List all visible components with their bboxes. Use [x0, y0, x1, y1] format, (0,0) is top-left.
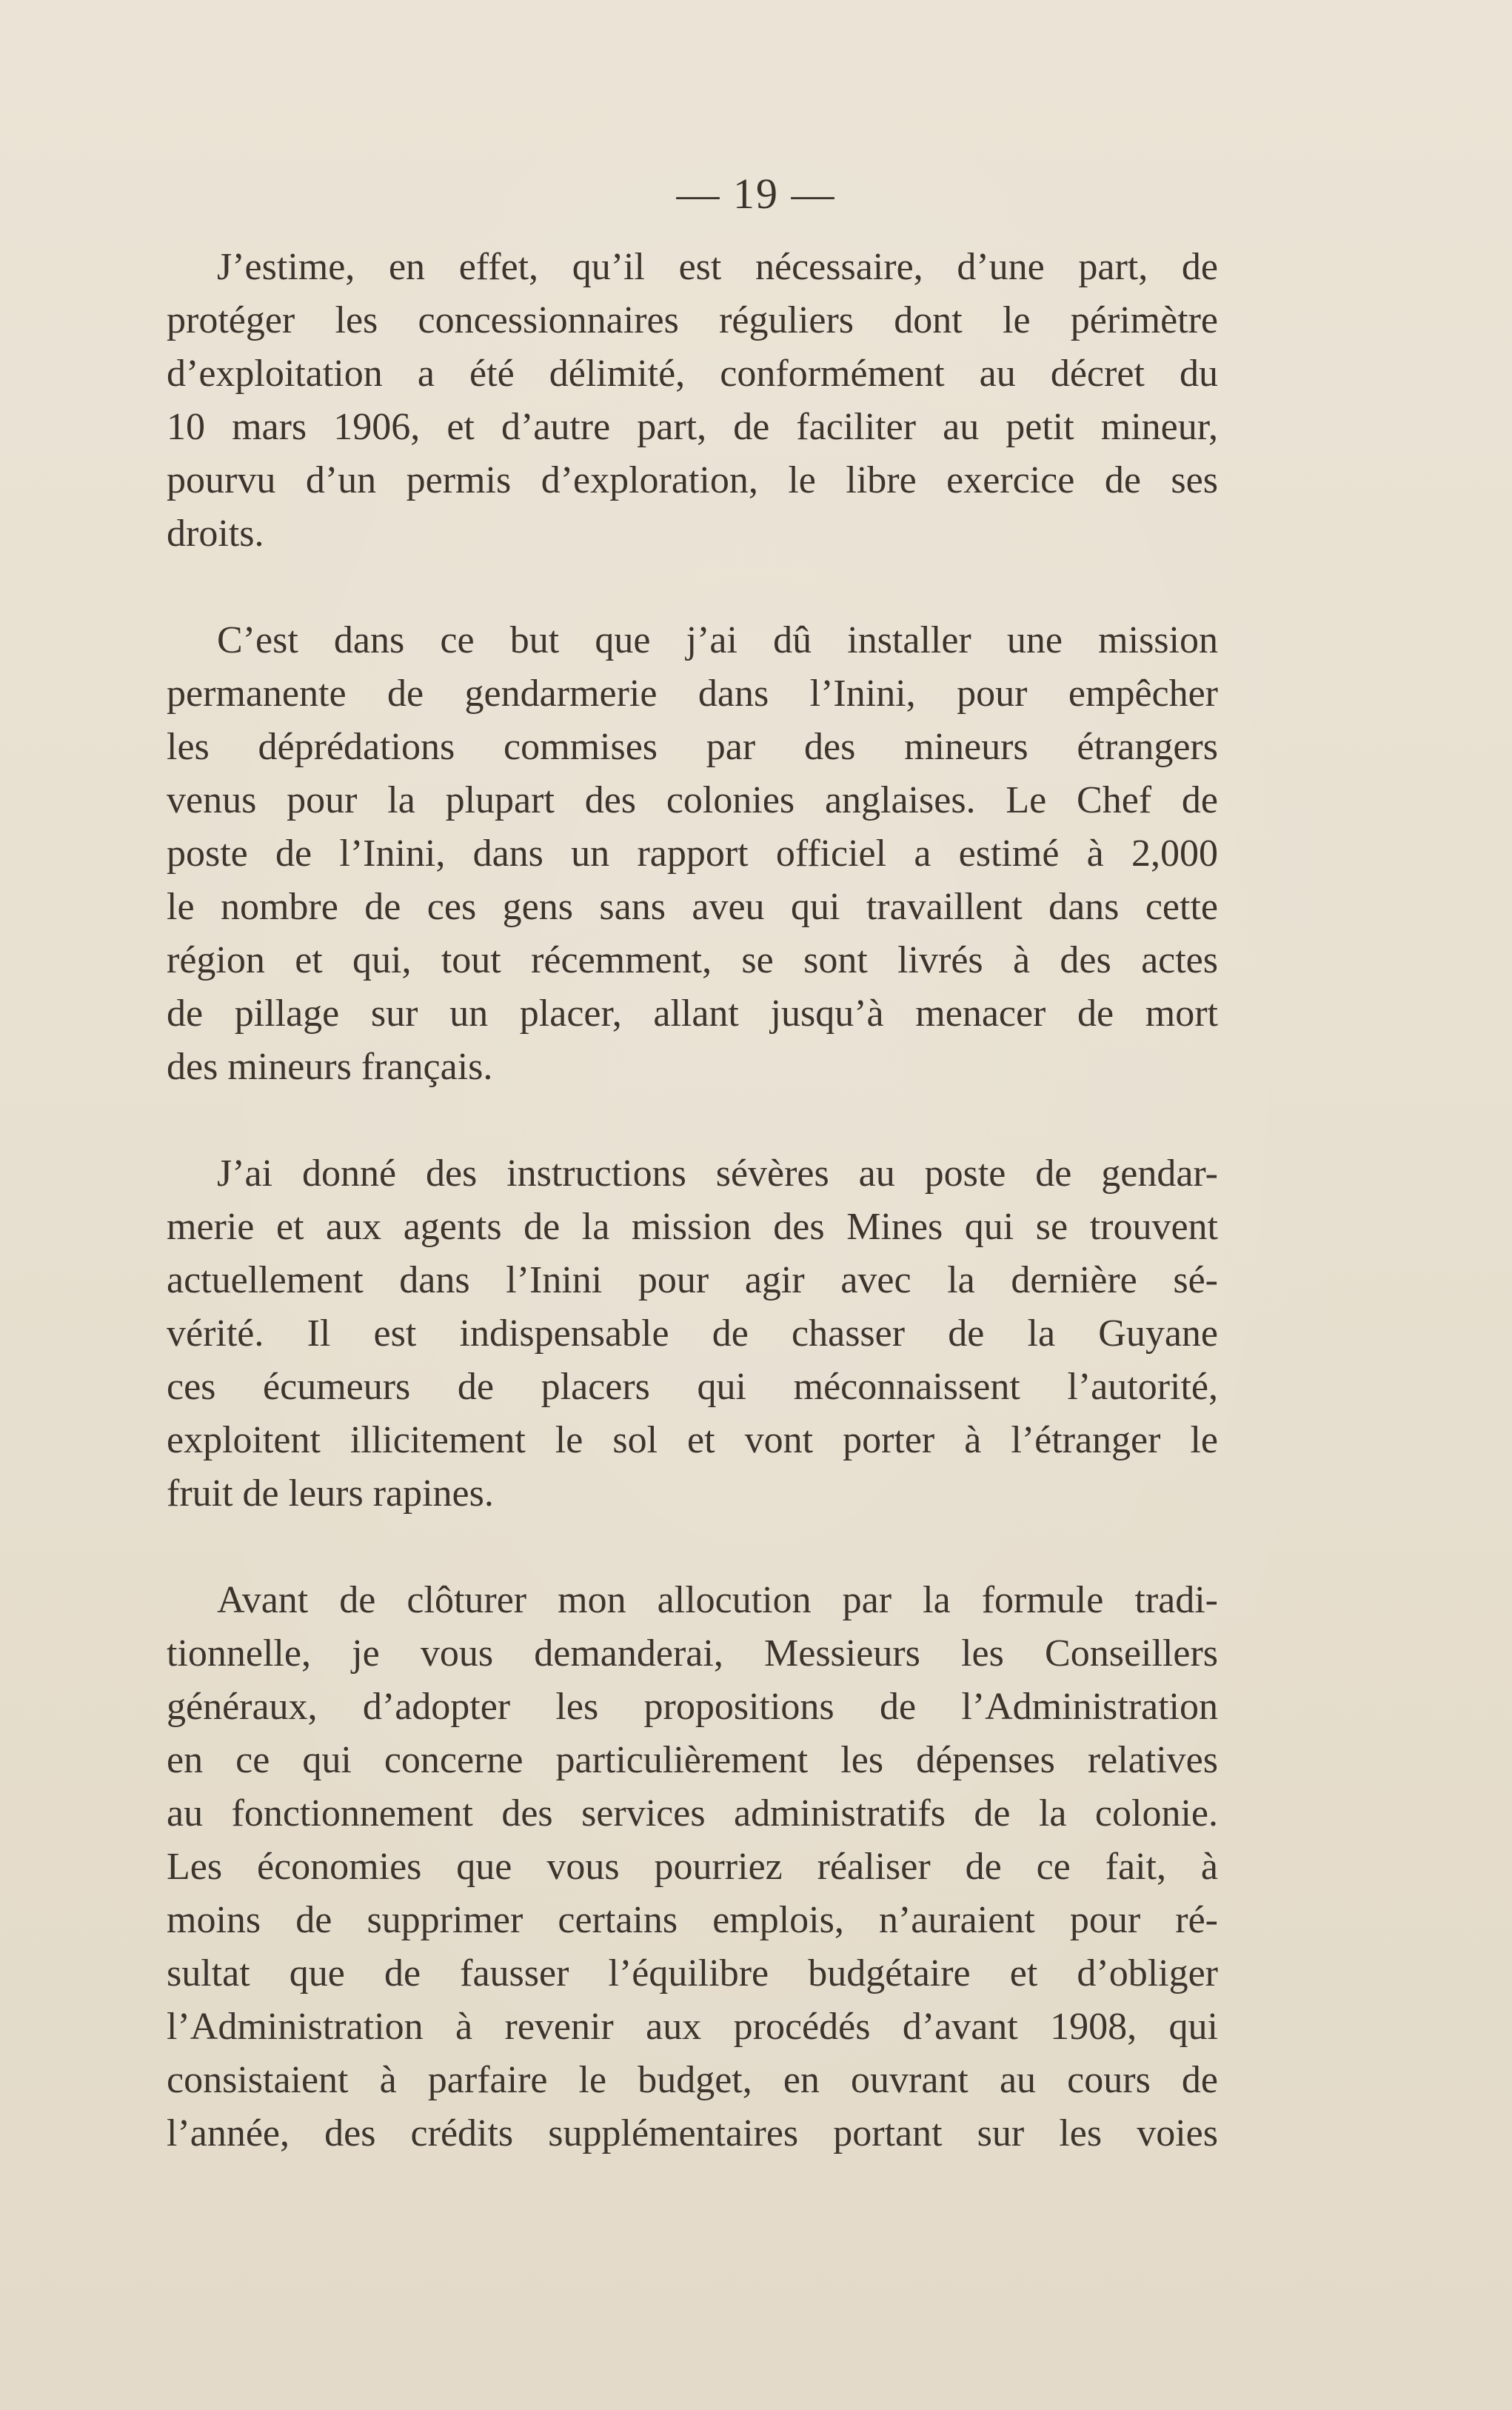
paragraph-1: [167, 241, 1218, 561]
paragraph-line: Avant de clôturer mon allocution par la formule tradi-: [217, 1579, 1218, 1621]
paragraph-line: en ce qui concerne particulièrement les dépenses relatives: [167, 1739, 1218, 1781]
paragraph-line: sultat que de fausser l’équilibre budgétaire et d’obliger: [167, 1952, 1218, 1995]
paragraph-line: J’ai donné des instructions sévères au poste de gendar-: [217, 1152, 1218, 1195]
paragraph-line: merie et aux agents de la mission des Mines qui se trouvent: [167, 1206, 1218, 1248]
paragraph-line: poste de l’Inini, dans un rapport officiel a estimé à 2,000: [167, 832, 1218, 875]
paragraph-line: des mineurs français.: [167, 1046, 493, 1088]
paragraph-line: exploitent illicitement le sol et vont porter à l’étranger le: [167, 1419, 1218, 1461]
paragraph-line: protéger les concessionnaires réguliers dont le périmètre: [167, 299, 1218, 341]
paragraph-line: ces écumeurs de placers qui méconnaissent l’autorité,: [167, 1366, 1218, 1408]
paragraph-line: fruit de leurs rapines.: [167, 1472, 494, 1515]
paragraph-3: [167, 1147, 1218, 1521]
paragraph-line: pourvu d’un permis d’exploration, le libre exercice de ses: [167, 459, 1218, 501]
paragraph-line: actuellement dans l’Inini pour agir avec la dernière sé-: [167, 1259, 1218, 1301]
paragraph-line: l’Administration à revenir aux procédés d’avant 1908, qui: [167, 2006, 1218, 2048]
paragraph-line: de pillage sur un placer, allant jusqu’à menacer de mort: [167, 992, 1218, 1035]
paragraph-line: l’année, des crédits supplémentaires portant sur les voies: [167, 2112, 1218, 2154]
paragraph-line: venus pour la plupart des colonies anglaises. Le Chef de: [167, 779, 1218, 821]
paragraph-line: tionnelle, je vous demanderai, Messieurs les Conseillers: [167, 1632, 1218, 1675]
paragraph-line: Les économies que vous pourriez réaliser de ce fait, à: [167, 1846, 1218, 1888]
paragraph-line: droits.: [167, 513, 264, 555]
paragraph-line: région et qui, tout récemment, se sont livrés à des actes: [167, 939, 1218, 981]
paragraph-line: permanente de gendarmerie dans l’Inini, pour empêcher: [167, 672, 1218, 715]
paragraph-4: [167, 1574, 1218, 2160]
paragraph-2: [167, 614, 1218, 1094]
paragraph-line: J’estime, en effet, qu’il est nécessaire, d’une part, de: [217, 246, 1218, 288]
paragraph-line: généraux, d’adopter les propositions de l’Administration: [167, 1686, 1218, 1728]
paragraph-line: le nombre de ces gens sans aveu qui travaillent dans cette: [167, 886, 1218, 928]
paragraph-line: 10 mars 1906, et d’autre part, de faciliter au petit mineur,: [167, 406, 1218, 448]
paragraph-line: d’exploitation a été délimité, conformément au décret du: [167, 353, 1218, 395]
paragraph-line: C’est dans ce but que j’ai dû installer une mission: [217, 619, 1218, 661]
paragraph-line: les déprédations commises par des mineurs étrangers: [167, 726, 1218, 768]
page-number: — 19 —: [676, 170, 836, 218]
body-text: [167, 241, 1218, 2214]
paragraph-line: vérité. Il est indispensable de chasser de la Guyane: [167, 1312, 1218, 1355]
paragraph-line: consistaient à parfaire le budget, en ouvrant au cours de: [167, 2059, 1218, 2101]
paragraph-line: au fonctionnement des services administratifs de la colonie.: [167, 1792, 1218, 1835]
paragraph-line: moins de supprimer certains emplois, n’auraient pour ré-: [167, 1899, 1218, 1941]
